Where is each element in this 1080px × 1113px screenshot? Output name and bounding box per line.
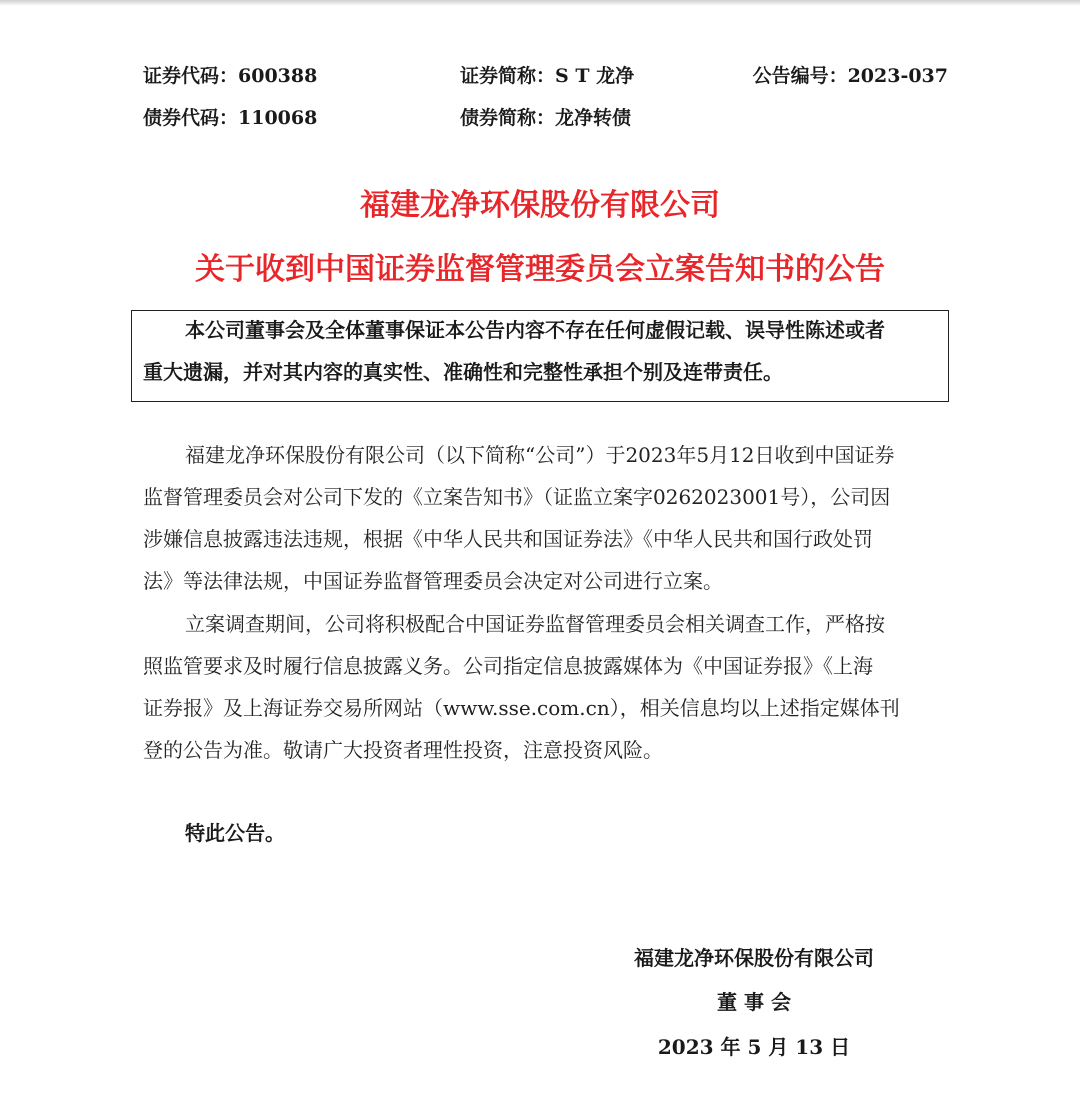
stock-code: 证券代码：600388 xyxy=(143,65,318,87)
bond-code: 债券代码：110068 xyxy=(143,107,318,129)
paragraph-1-line-2: 监督管理委员会对公司下发的《立案告知书》（证监立案字0262023001号），公司因 xyxy=(143,485,891,509)
notice-line-1: 本公司董事会及全体董事保证本公告内容不存在任何虚假记载、误导性陈述或者 xyxy=(185,318,885,342)
signature-company: 福建龙净环保股份有限公司 xyxy=(634,946,874,970)
signature-board: 董 事 会 xyxy=(717,990,791,1014)
notice-line-2: 重大遗漏，并对其内容的真实性、准确性和完整性承担个别及连带责任。 xyxy=(143,360,783,384)
header-row-bonds xyxy=(143,102,948,134)
paragraph-2-line-4: 登的公告为准。敬请广大投资者理性投资，注意投资风险。 xyxy=(143,738,663,762)
closing-statement: 特此公告。 xyxy=(185,821,285,845)
company-title: 福建龙净环保股份有限公司 xyxy=(360,188,720,223)
signature-date: 2023 年 5 月 13 日 xyxy=(657,1035,851,1059)
bond-abbreviation: 债券简称：龙净转债 xyxy=(460,107,632,129)
announcement-title: 关于收到中国证券监督管理委员会立案告知书的公告 xyxy=(195,252,885,287)
stock-abbreviation: 证券简称：S T 龙净 xyxy=(460,65,635,87)
notice-number: 公告编号：2023-037 xyxy=(752,65,948,87)
paragraph-2-line-2: 照监管要求及时履行信息披露义务。公司指定信息披露媒体为《中国证券报》《上海 xyxy=(143,654,873,678)
paragraph-2-line-3: 证券报》及上海证券交易所网站（www.sse.com.cn），相关信息均以上述指定媒体刊 xyxy=(143,696,900,720)
window-top-shadow xyxy=(0,0,1080,6)
paragraph-1-line-1: 福建龙净环保股份有限公司（以下简称“公司”）于2023年5月12日收到中国证券 xyxy=(185,443,895,467)
paragraph-1-line-4: 法》等法律法规，中国证券监督管理委员会决定对公司进行立案。 xyxy=(143,569,723,593)
paragraph-2-line-1: 立案调查期间，公司将积极配合中国证券监督管理委员会相关调查工作，严格按 xyxy=(185,612,885,636)
header-row-securities xyxy=(143,60,948,92)
paragraph-1-line-3: 涉嫌信息披露违法违规，根据《中华人民共和国证券法》《中华人民共和国行政处罚 xyxy=(143,527,873,551)
